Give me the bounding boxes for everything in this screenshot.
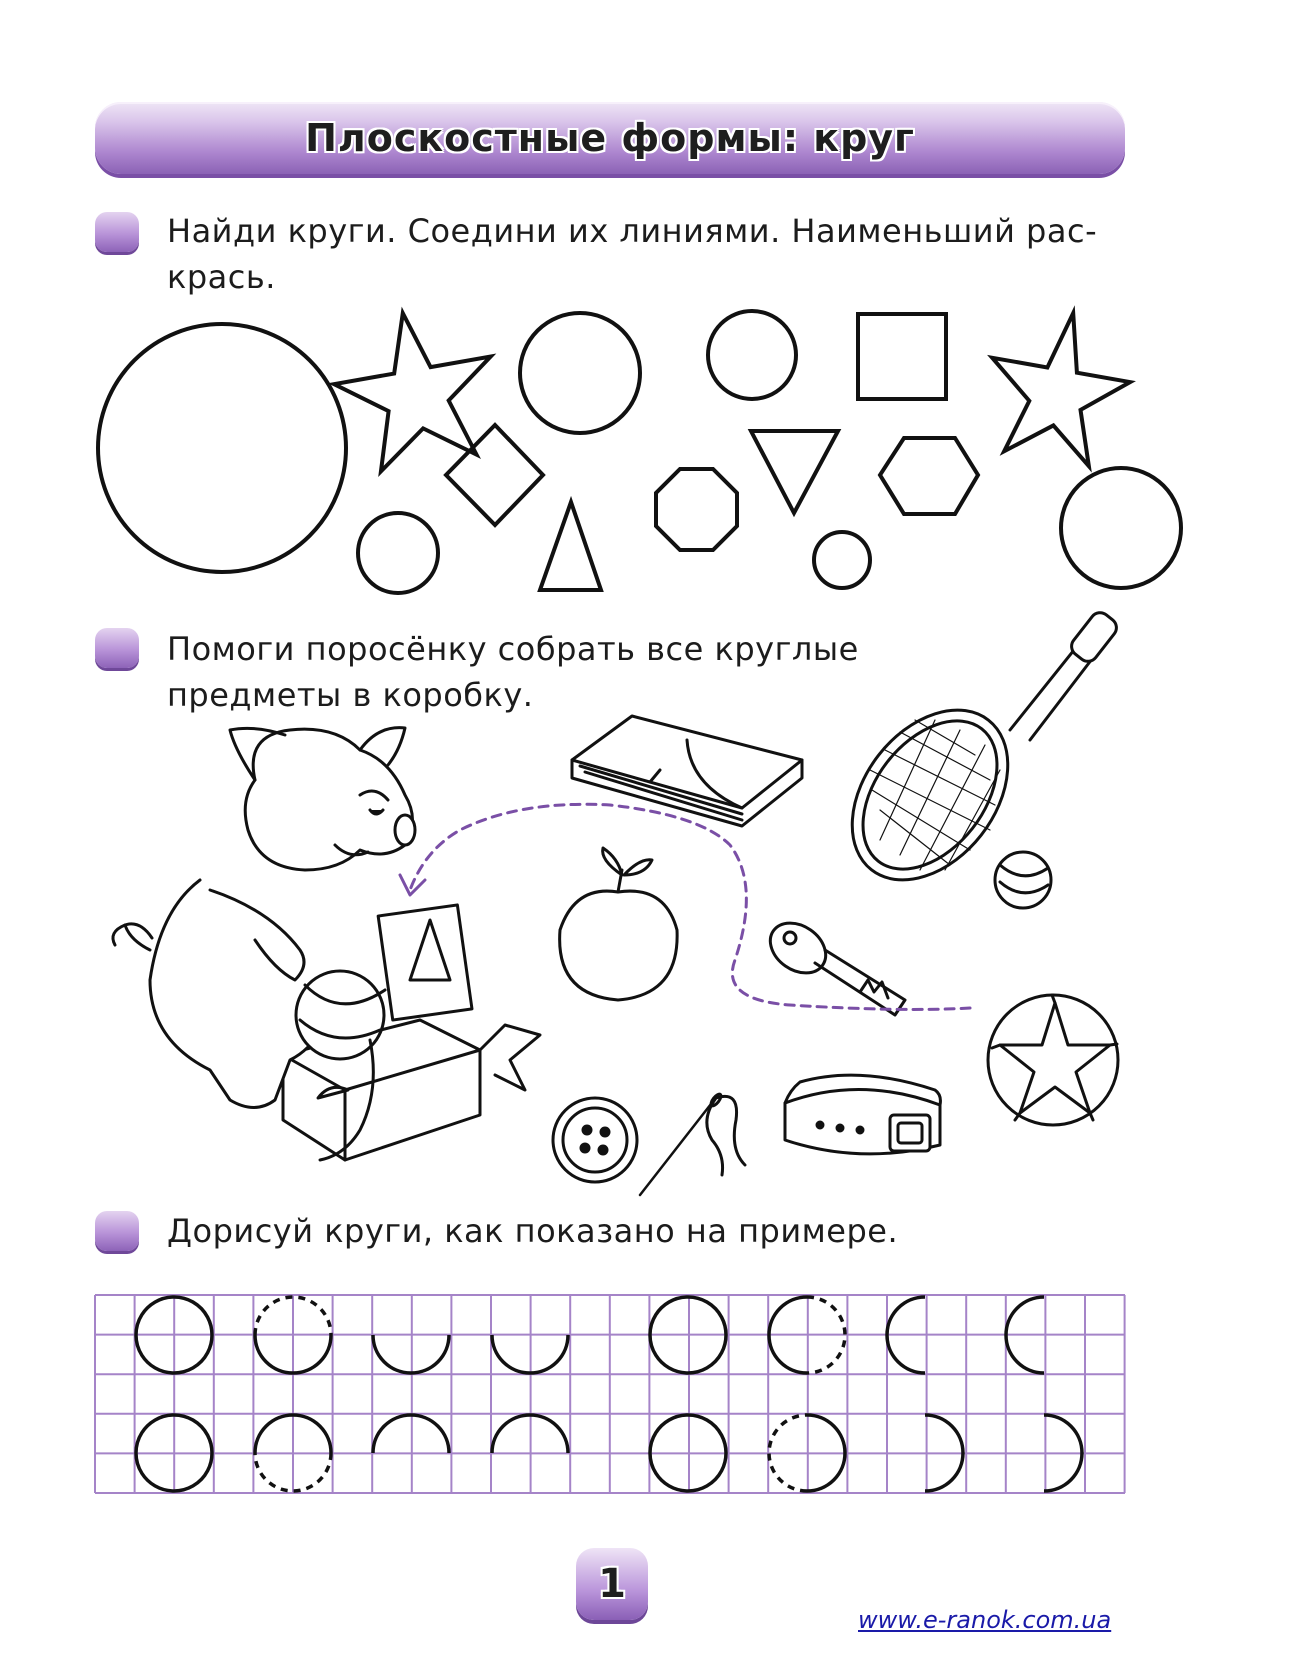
triangle-up-shape [540,502,601,590]
key-icon[interactable] [761,913,905,1015]
star-shape-right [977,301,1141,471]
task-1-text [167,208,1097,300]
belt-icon[interactable] [785,1075,940,1154]
illustration-area [0,620,1292,1120]
task-bullet-3 [95,1211,139,1251]
diamond-shape [446,425,543,525]
page-number-badge [576,1548,648,1620]
shapes-area [0,300,1292,660]
task-2-line-2: предметы в коробку. [167,676,534,714]
needle-thread-icon[interactable] [640,1093,745,1195]
page-number: 1 [598,1561,626,1607]
task-3-text [167,1208,898,1254]
page-title: Плоскостные формы: круг [305,116,915,160]
task-1-line-2: крась. [167,258,276,296]
website-link[interactable]: www.e-ranok.com.ua [858,1606,1112,1634]
star-shape-left [324,299,507,476]
circle-medium-1[interactable] [520,313,640,433]
circle-large[interactable] [98,324,346,572]
tennis-ball-icon[interactable] [995,852,1051,908]
piglet-with-box-icon [113,728,540,1160]
circle-smallest[interactable] [814,532,870,588]
task-bullet-1 [95,212,139,252]
triangle-down-shape [751,431,838,513]
square-shape [858,314,946,399]
book-icon[interactable] [572,716,802,826]
apple-icon[interactable] [560,848,678,1000]
button-icon[interactable] [553,1098,637,1182]
task-2-line-1: Помоги поросёнку собрать все круглые [167,630,859,668]
circle-medium-3[interactable] [1061,468,1181,588]
star-ball-icon[interactable] [988,995,1118,1125]
task-3-line-1: Дорисуй круги, как показано на примере. [167,1212,899,1250]
hexagon-shape [880,438,978,514]
tennis-racket-icon[interactable] [820,609,1120,910]
circle-small-1[interactable] [358,513,438,593]
octagon-shape [656,469,737,550]
circle-medium-2[interactable] [708,311,796,399]
title-banner [95,102,1125,174]
task-1-line-1: Найди круги. Соедини их линиями. Наименьший рас- [167,212,1098,250]
circle-tracing-grid[interactable] [95,1295,1125,1493]
